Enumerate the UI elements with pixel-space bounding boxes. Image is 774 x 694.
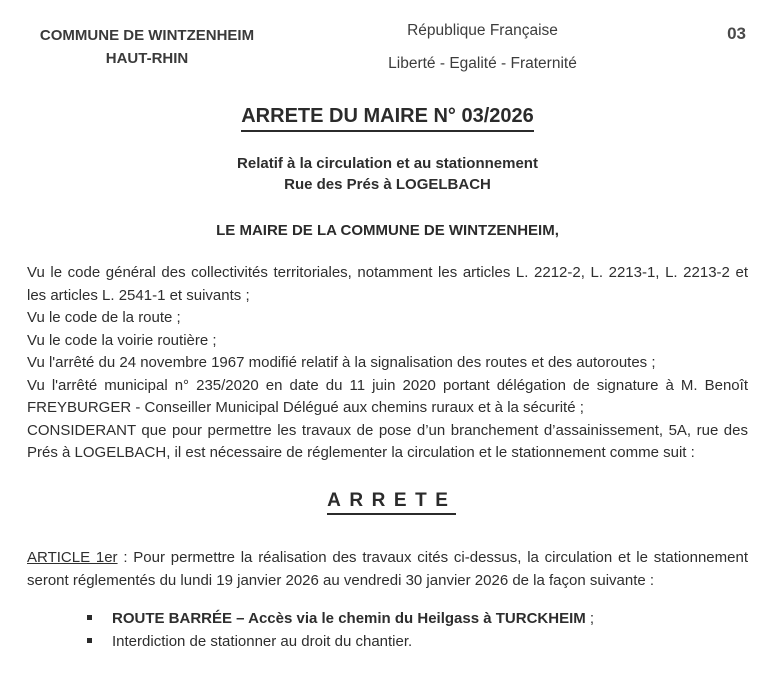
measure-suffix: ; xyxy=(585,609,595,627)
decree-heading: ARRETE xyxy=(327,490,456,515)
title-row xyxy=(27,105,748,132)
article-1-paragraph xyxy=(27,546,748,592)
recital-paragraph: CONSIDERANT que pour permettre les travaux de pose d’un branchement d’assainissement, 5A, rue des Prés à LOGELBACH, il est nécessaire de réglementer la circulation et le stationnement comme suit : xyxy=(27,421,748,461)
square-bullet-icon xyxy=(87,615,92,620)
commune-block xyxy=(27,24,267,70)
salutation: LE MAIRE DE LA COMMUNE DE WINTZENHEIM, xyxy=(216,222,559,239)
measure-item xyxy=(87,630,748,653)
republique-line: République Française xyxy=(407,22,558,39)
decree-heading-row xyxy=(27,490,748,515)
measure-text: ROUTE BARRÉE – Accès via le chemin du Heilgass à TURCKHEIM xyxy=(112,609,586,627)
article-1-text: : Pour permettre la réalisation des travaux cités ci-dessus, la circulation et le stationnement seront réglementés du lundi 19 janvier 2026 au vendredi 30 janvier 2026 de la façon suivante : xyxy=(27,548,748,589)
measures-list xyxy=(27,607,748,653)
recital-paragraph: Vu le code général des collectivités territoriales, notamment les articles L. 2212-2, L. 2213-1, L. 2213-2 et les articles L. 2541-1 et suivants ; xyxy=(27,264,748,304)
measure-item xyxy=(87,607,748,630)
recital-paragraph: Vu le code la voirie routière ; xyxy=(27,331,217,349)
decree-title: ARRETE DU MAIRE N° 03/2026 xyxy=(241,105,534,132)
republique-block xyxy=(267,21,698,74)
recitals-block xyxy=(27,262,748,465)
subject-line-1: Relatif à la circulation et au stationnement xyxy=(237,155,538,172)
document-header xyxy=(27,16,748,74)
subject-line-2: Rue des Prés à LOGELBACH xyxy=(284,176,491,193)
commune-name: COMMUNE DE WINTZENHEIM xyxy=(39,27,255,44)
recital-paragraph: Vu l'arrêté municipal n° 235/2020 en date du 11 juin 2020 portant délégation de signature à M. Benoît FREYBURGER - Conseiller Municipal Délégué aux chemins ruraux et à la sécurité ; xyxy=(27,376,748,416)
square-bullet-icon xyxy=(87,638,92,643)
page-number: 03 xyxy=(727,24,746,43)
subject-block xyxy=(27,153,748,195)
article-1-label: ARTICLE 1er xyxy=(27,548,118,566)
measure-text: Interdiction de stationner au droit du chantier. xyxy=(112,632,413,650)
recital-paragraph: Vu l'arrêté du 24 novembre 1967 modifié relatif à la signalisation des routes et des autoroutes ; xyxy=(27,354,656,371)
devise-line: Liberté - Egalité - Fraternité xyxy=(388,55,577,72)
recital-paragraph: Vu le code de la route ; xyxy=(27,309,181,326)
departement-name: HAUT-RHIN xyxy=(105,50,189,67)
